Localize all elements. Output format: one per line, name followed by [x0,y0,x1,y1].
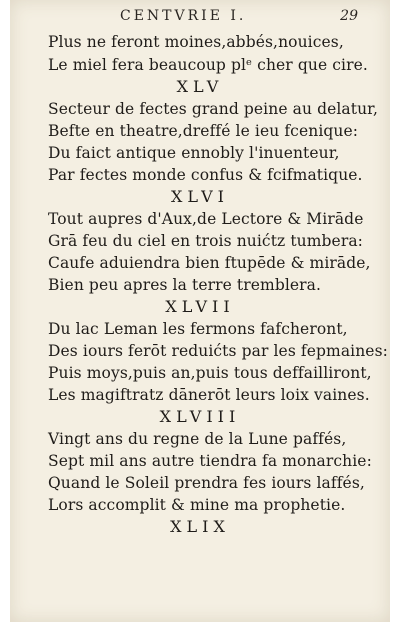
verse-line: Puis moys,puis an,puis tous deffailliront, [48,364,372,382]
verse-line: Plus ne feront moines,abbés,nouices, [48,33,344,51]
verse-line: Lors accomplit & mine ma prophetie. [48,496,346,514]
verse-line: Les magiftratz dānerōt leurs loix vaines. [48,386,370,404]
verse-line: Caufe aduiendra bien ftupēde & mirāde, [48,254,371,272]
verse-line: Vingt ans du regne de la Lune paffés, [48,430,347,448]
verse-line: Secteur de fectes grand peine au delatur, [48,100,379,118]
verse-line: Quand le Soleil prendra fes iours laffés, [48,474,365,492]
quatrain-number: XLVII [165,297,235,316]
verse-line: Sept mil ans autre tiendra fa monarchie: [48,452,372,470]
page-number: 29 [340,8,358,24]
quatrain-number: XLVI [171,187,229,206]
running-head [0,8,400,30]
quatrain-number: XLV [176,77,224,96]
verse-line: Des iours ferōt reduićts par les fepmaines: [48,342,388,360]
verse-line: Par fectes monde confus & fcifmatique. [48,166,363,184]
verse-line: Du faict antique ennobly l'inuenteur, [48,144,340,162]
verse-line: Befte en theatre,dreffé le ieu fcenique: [48,122,359,140]
verse-line: Bien peu apres la terre tremblera. [48,276,322,294]
verse-line: Le miel fera beaucoup plᵉ cher que cire. [48,56,368,74]
running-head-title: CENTVRIE I. [120,8,247,24]
quatrain-number: XLIX [170,517,230,536]
verse-line: Du lac Leman les fermons fafcheront, [48,320,348,338]
verse-line: Grā feu du ciel en trois nuićtz tumbera: [48,232,363,250]
quatrain-number: XLVIII [159,407,241,426]
verse-line: Tout aupres d'Aux,de Lectore & Mirāde [48,210,364,228]
